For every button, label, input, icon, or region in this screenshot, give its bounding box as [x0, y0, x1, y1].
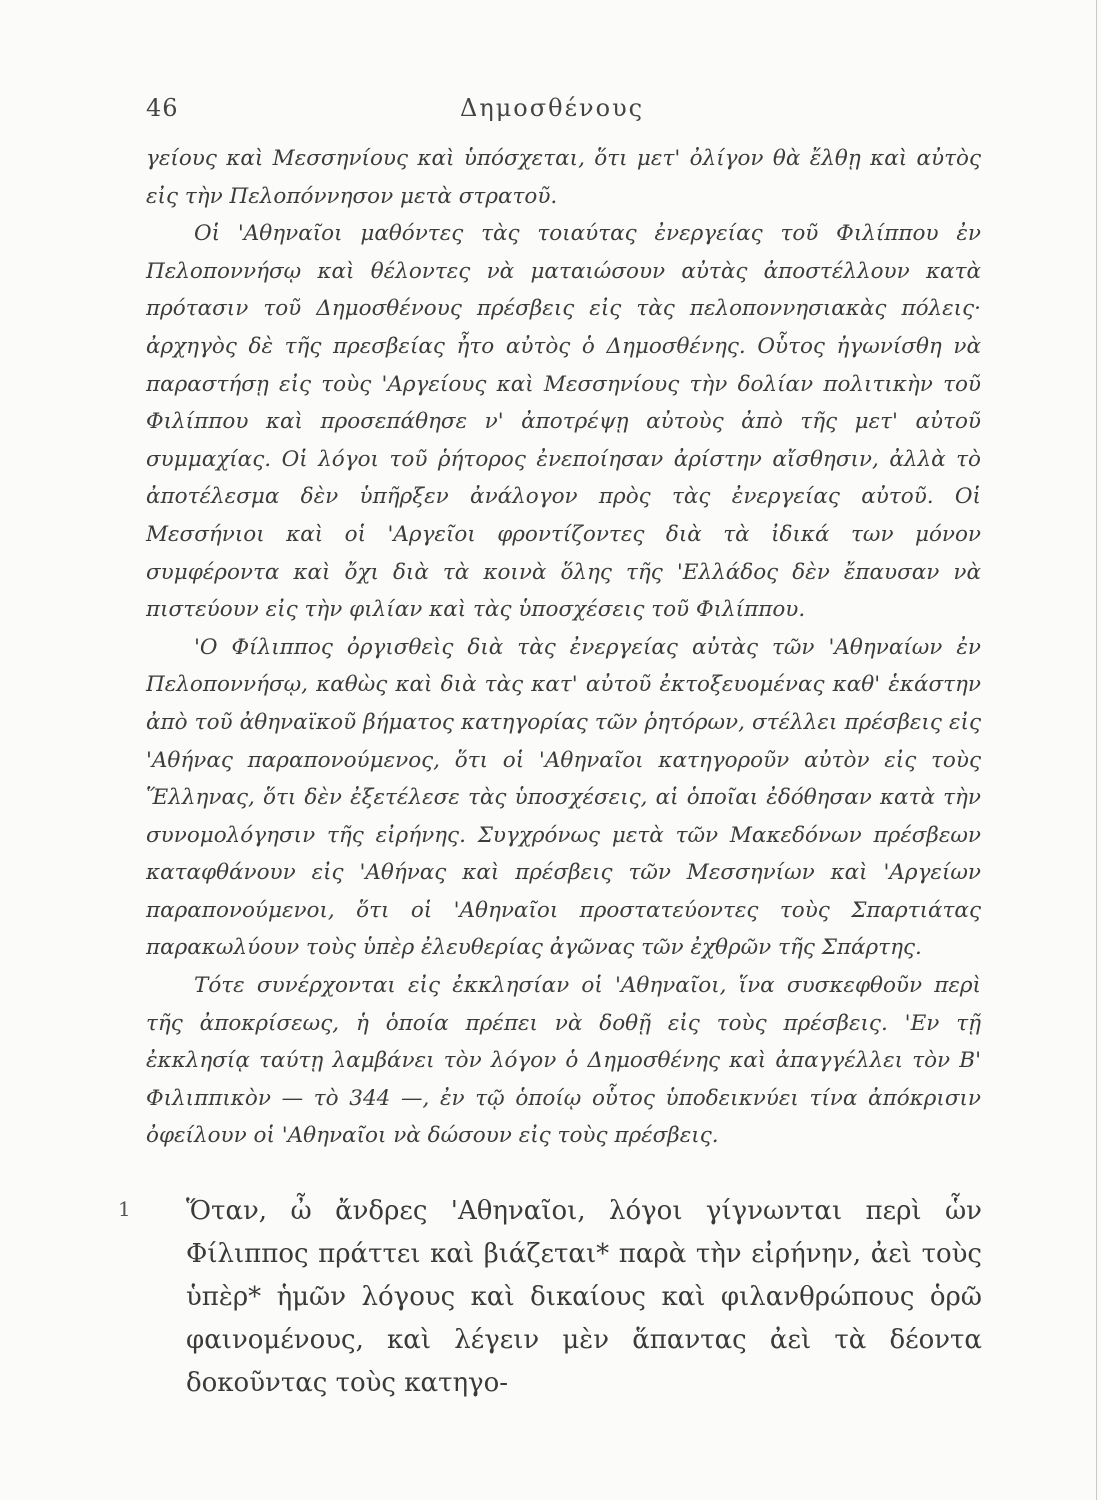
running-head: Δημοσθένους — [460, 94, 645, 122]
commentary-paragraph: Τότε συνέρχονται εἰς ἐκκλησίαν οἱ 'Αθηναῖοι, ἵνα συσκεφθοῦν περὶ τῆς ἀποκρίσεως, ἡ ὁποία πρέπει νὰ δοθῇ εἰς τοὺς πρέσβεις. 'Εν τῇ ἐκκλησίᾳ ταύτῃ λαμβάνει τὸν λόγον ὁ Δημοσθένης καὶ ἀπαγγέλλει τὸν Β' Φιλιππικὸν — τὸ 344 —, ἐν τῷ ὁποίῳ οὗτος ὑποδεικνύει τίνα ἀπόκρισιν ὀφείλουν οἱ 'Αθηναῖοι νὰ δώσουν εἰς τοὺς πρέσβεις. — [146, 973, 981, 1149]
commentary-paragraph: 'Ο Φίλιππος ὀργισθεὶς διὰ τὰς ἐνεργείας αὐτὰς τῶν 'Αθηναίων ἐν Πελοποννήσῳ, καθὼς καὶ διὰ τὰς κατ' αὐτοῦ ἐκτοξευομένας καθ' ἑκάστην ἀπὸ τοῦ ἀθηναϊκοῦ βήματος κατηγορίας τῶν ῥητόρων, στέλλει πρέσβεις εἰς 'Αθήνας παραπονούμενος, ὅτι οἱ 'Αθηναῖοι κατηγοροῦν αὐτὸν εἰς τοὺς Ἕλληνας, ὅτι δὲν ἐξετέλεσε τὰς ὑποσχέσεις, αἱ ὁποῖαι ἐδόθησαν κατὰ τὴν συνομολόγησιν τῆς εἰρήνης. Συγχρόνως μετὰ τῶν Μακεδόνων πρέσβεων καταφθάνουν εἰς 'Αθήνας καὶ πρέσβεις τῶν Μεσσηνίων καὶ 'Αργείων παραπονούμενοι, ὅτι οἱ 'Αθηναῖοι προστατεύοντες τοὺς Σπαρτιάτας παρακωλύουν τοὺς ὑπὲρ ἐλευθερίας ἀγῶνας τῶν ἐχθρῶν τῆς Σπάρτης. — [146, 634, 981, 961]
page-number: 46 — [146, 94, 179, 122]
commentary-paragraph: Οἱ 'Αθηναῖοι μαθόντες τὰς τοιαύτας ἐνεργείας τοῦ Φιλίππου ἐν Πελοποννήσῳ καὶ θέλοντες νὰ ματαιώσουν αὐτὰς ἀποστέλλουν κατὰ πρότασιν τοῦ Δημοσθένους πρέσβεις εἰς τὰς πελοποννησιακὰς πόλεις· ἀρχηγὸς δὲ τῆς πρεσβείας ἦτο αὐτὸς ὁ Δημοσθένης. Οὗτος ἠγωνίσθη νὰ παραστήσῃ εἰς τοὺς 'Αργείους καὶ Μεσσηνίους τὴν δολίαν πολιτικὴν τοῦ Φιλίππου καὶ προσεπάθησε ν' ἀποτρέψῃ αὐτοὺς ἀπὸ τῆς μετ' αὐτοῦ συμμαχίας. Οἱ λόγοι τοῦ ῥήτορος ἐνεποίησαν ἀρίστην αἴσθησιν, ἀλλὰ τὸ ἀποτέλεσμα δὲν ὑπῆρξεν ἀνάλογον πρὸς τὰς ἐνεργείας αὐτοῦ. Οἱ Μεσσήνιοι καὶ οἱ 'Αργεῖοι φροντίζοντες διὰ τὰ ἰδικά των μόνον συμφέροντα καὶ ὄχι διὰ τὰ κοινὰ ὅλης τῆς 'Ελλάδος δὲν ἔπαυσαν νὰ πιστεύουν εἰς τὴν φιλίαν καὶ τὰς ὑποσχέσεις τοῦ Φιλίππου. — [146, 221, 981, 623]
commentary-paragraph: γείους καὶ Μεσσηνίους καὶ ὑπόσχεται, ὅτι μετ' ὀλίγον θὰ ἔλθῃ καὶ αὐτὸς εἰς τὴν Πελοπόννησον μετὰ στρατοῦ. — [146, 146, 981, 209]
speech-text — [186, 1190, 982, 1405]
section-number: 1 — [118, 1197, 131, 1221]
page-edge-line — [1096, 0, 1097, 1500]
commentary-text — [146, 140, 981, 1155]
speech-paragraph: Ὅταν, ὦ ἄνδρες 'Αθηναῖοι, λόγοι γίγνωνται περὶ ὧν Φίλιππος πράττει καὶ βιάζεται* παρὰ τὴν εἰρήνην, ἀεὶ τοὺς ὑπὲρ* ἡμῶν λόγους καὶ δικαίους καὶ φιλανθρώπους ὁρῶ φαινομένους, καὶ λέγειν μὲν ἅπαντας ἀεὶ τὰ δέοντα δοκοῦντας τοὺς κατηγο- — [186, 1196, 982, 1398]
